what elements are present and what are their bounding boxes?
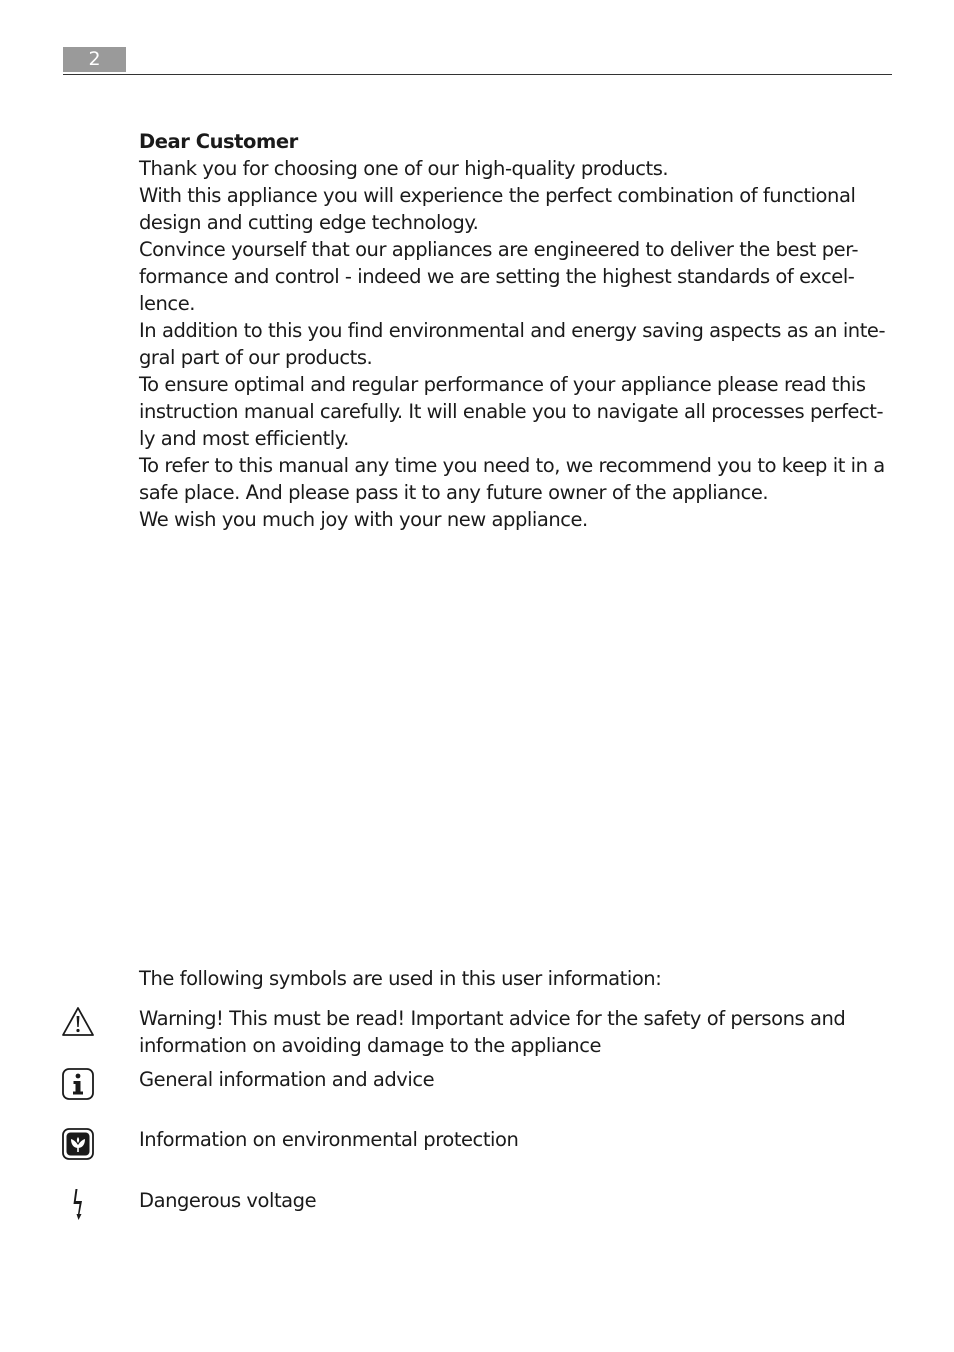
info-icon [60, 1066, 96, 1102]
intro-line: To refer to this manual any time you need to, we recommend you to keep it in a [139, 454, 885, 477]
intro-line: design and cutting edge technology. [139, 211, 479, 234]
symbol-line: General information and advice [139, 1068, 435, 1091]
symbol-line: Dangerous voltage [139, 1189, 317, 1212]
symbols-intro: The following symbols are used in this user information: [139, 967, 662, 990]
intro-line: instruction manual carefully. It will enable you to navigate all processes perfect- [139, 400, 884, 423]
intro-line: In addition to this you find environmental and energy saving aspects as an inte- [139, 319, 886, 342]
intro-line: With this appliance you will experience the perfect combination of functional [139, 184, 856, 207]
intro-line: ly and most efficiently. [139, 427, 349, 450]
intro-line: gral part of our products. [139, 346, 373, 369]
header-rule [63, 74, 892, 75]
warning-triangle-icon [60, 1005, 96, 1041]
symbol-text-environment [139, 1126, 518, 1153]
symbol-text-voltage [139, 1187, 316, 1214]
symbol-text-warning [139, 1005, 845, 1059]
intro-section [139, 128, 899, 533]
intro-line: Convince yourself that our appliances are engineered to deliver the best per- [139, 238, 859, 261]
page-number: 2 [63, 47, 126, 72]
symbol-line: Warning! This must be read! Important advice for the safety of persons and [139, 1007, 846, 1030]
symbol-line: Information on environmental protection [139, 1128, 519, 1151]
symbol-text-info [139, 1066, 434, 1093]
intro-line: safe place. And please pass it to any future owner of the appliance. [139, 481, 769, 504]
lightning-icon [60, 1187, 96, 1223]
intro-line: formance and control - indeed we are setting the highest standards of excel- [139, 265, 855, 288]
intro-line: We wish you much joy with your new appliance. [139, 508, 588, 531]
symbol-line: information on avoiding damage to the appliance [139, 1034, 602, 1057]
intro-heading: Dear Customer [139, 130, 298, 153]
environment-icon [60, 1126, 96, 1162]
intro-line: lence. [139, 292, 195, 315]
intro-line: To ensure optimal and regular performance of your appliance please read this [139, 373, 866, 396]
intro-line: Thank you for choosing one of our high-quality products. [139, 157, 669, 180]
